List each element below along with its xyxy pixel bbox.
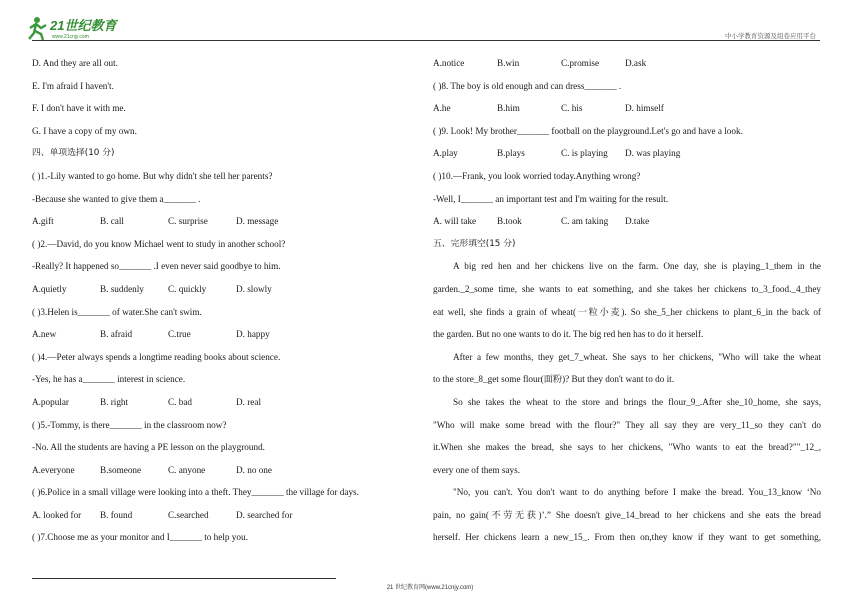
answer-option: A.he — [433, 103, 451, 114]
answer-option: C. anyone — [168, 464, 206, 475]
text-line: herself. Her chickens learn a new_15_. From then on,they know if they want to get something, — [433, 532, 821, 543]
text-line: After a few months, they get_7_wheat. She says to her chickens, "Who will take the wheat — [453, 351, 821, 362]
text-line: -Yes, he has a_______ interest in science. — [32, 374, 186, 385]
answer-option: C. his — [561, 103, 583, 114]
section-heading: 五、完形填空(15 分) — [433, 238, 516, 249]
answer-option: A.new — [32, 329, 57, 340]
answer-option: B.win — [497, 58, 520, 68]
answer-option: D. was playing — [625, 148, 681, 159]
answer-option: D.take — [625, 216, 650, 227]
logo-subtext: www.21cnjy.com — [52, 34, 89, 40]
text-line: ( )5.-Tommy, is there_______ in the classroom now? — [32, 419, 227, 430]
text-line: to the store_8_get some flour(面粉)? But they don't want to do it. — [433, 374, 675, 385]
answer-option: B.someone — [100, 464, 142, 475]
text-line: "No, you can't. You don't want to do anything before I make the bread. You_13_know ‘No — [453, 487, 821, 498]
answer-option: B. right — [100, 396, 129, 407]
answer-option: D. no one — [236, 464, 272, 475]
answer-options — [32, 504, 412, 527]
answer-option: D. searched for — [236, 509, 293, 520]
text-line: -No. All the students are having a PE lesson on the playground. — [32, 442, 265, 453]
answer-option: A.gift — [32, 216, 54, 227]
site-logo — [26, 14, 146, 42]
answer-option: C. surprise — [168, 216, 208, 227]
text-line: eat well, she finds a grain of wheat(一粒小麦). So she_5_her chickens to plant_6_in the back of — [433, 306, 821, 317]
answer-option: D. happy — [236, 329, 270, 340]
text-line: garden._2_some time, she wants to eat something, and she takes her chickens to_3_food._4_they — [433, 283, 821, 294]
text-line: -Really? It happened so_______ .I even never said goodbye to him. — [32, 261, 281, 272]
runner-icon — [29, 17, 46, 40]
text-line: So she takes the wheat to the store and brings the flour_9_.After she_10_home, she says, — [453, 396, 821, 407]
answer-options — [433, 210, 821, 233]
text-line: -Because she wanted to give them a_______ . — [32, 193, 201, 204]
text-line: ( )7.Choose me as your monitor and I_______ to help you. — [32, 532, 248, 543]
text-line: A big red hen and her chickens live on the farm. One day, she is playing_1_them in the — [453, 261, 821, 272]
text-line: ( )6.Police in a small village were looking into a theft. They_______ the village for days. — [32, 487, 359, 498]
answer-options — [32, 391, 412, 414]
answer-options — [32, 459, 412, 482]
text-line: ( )3.Helen is_______ of water.She can't swim. — [32, 306, 202, 317]
text-line: ( )2.—David, do you know Michael went to study in another school? — [32, 238, 286, 249]
text-line: D. And they are all out. — [32, 58, 118, 68]
answer-option: A. looked for — [32, 509, 82, 520]
footnote-rule — [32, 578, 336, 579]
logo-text: 21世纪教育 — [50, 18, 117, 33]
answer-option: D. himself — [625, 103, 664, 114]
answer-options — [32, 278, 412, 301]
site-label: 中小学教育资源及组卷应用平台 — [725, 33, 816, 40]
text-line: ( )1.-Lily wanted to go home. But why didn't she tell her parents? — [32, 170, 273, 181]
text-line: pain, no gain(不劳无获)’.” She doesn't give_14_bread to her chickens and she eats the bread — [433, 509, 821, 520]
text-line: E. I'm afraid I haven't. — [32, 80, 114, 91]
answer-option: A.quietly — [32, 283, 67, 294]
page-footer: 21 世纪教育网(www.21cnjy.com) — [386, 585, 474, 591]
answer-option: D. slowly — [236, 283, 272, 294]
text-line: ( )9. Look! My brother_______ football on the playground.Let's go and have a look. — [433, 125, 743, 136]
text-line: ( )4.—Peter always spends a longtime reading books about science. — [32, 351, 281, 362]
answer-options — [32, 210, 412, 233]
answer-option: A.popular — [32, 396, 69, 407]
text-line: -Well, I_______ an important test and I'm waiting for the result. — [433, 193, 669, 204]
answer-option: A.notice — [433, 58, 465, 68]
answer-option: B.him — [497, 103, 520, 114]
text-line: ( )8. The boy is old enough and can dress_______ . — [433, 80, 622, 91]
text-line: every one of them says. — [433, 464, 520, 475]
answer-option: B.plays — [497, 148, 525, 159]
section-heading: 四、单项选择(10 分) — [32, 148, 115, 159]
answer-option: C. bad — [168, 396, 192, 407]
text-line: the garden. But no one wants to do it. The big red hen has to do it herself. — [433, 329, 704, 340]
left-column — [32, 52, 412, 549]
answer-option: C.promise — [561, 58, 600, 68]
answer-option: D.ask — [625, 58, 647, 68]
answer-options — [433, 52, 821, 75]
answer-option: B. afraid — [100, 329, 133, 340]
text-line: ( )10.—Frank, you look worried today.Anything wrong? — [433, 170, 641, 181]
text-line: "Who will make some bread with the flour?" They all say they are very_11_so they can't do — [433, 419, 821, 430]
answer-option: B. call — [100, 216, 124, 227]
answer-options — [32, 323, 412, 346]
answer-option: D. real — [236, 396, 261, 407]
answer-option: C. is playing — [561, 148, 608, 159]
answer-option: B.took — [497, 216, 522, 227]
answer-option: B. suddenly — [100, 283, 144, 294]
answer-option: A. will take — [433, 216, 477, 227]
answer-option: C. quickly — [168, 283, 207, 294]
text-line: G. I have a copy of my own. — [32, 125, 137, 136]
answer-option: C.true — [168, 329, 191, 340]
answer-option: A.play — [433, 148, 458, 159]
answer-option: D. message — [236, 216, 279, 227]
answer-options — [433, 97, 821, 120]
header-divider — [32, 40, 820, 41]
answer-options — [433, 142, 821, 165]
answer-option: B. found — [100, 509, 133, 520]
answer-option: C.searched — [168, 509, 209, 520]
right-column — [433, 52, 821, 549]
answer-option: C. am taking — [561, 216, 609, 227]
text-line: F. I don't have it with me. — [32, 103, 126, 114]
text-line: it.When she makes the bread, she says to her chickens, "Who wants to eat the bread?""_12_, — [433, 442, 821, 453]
answer-option: A.everyone — [32, 464, 75, 475]
